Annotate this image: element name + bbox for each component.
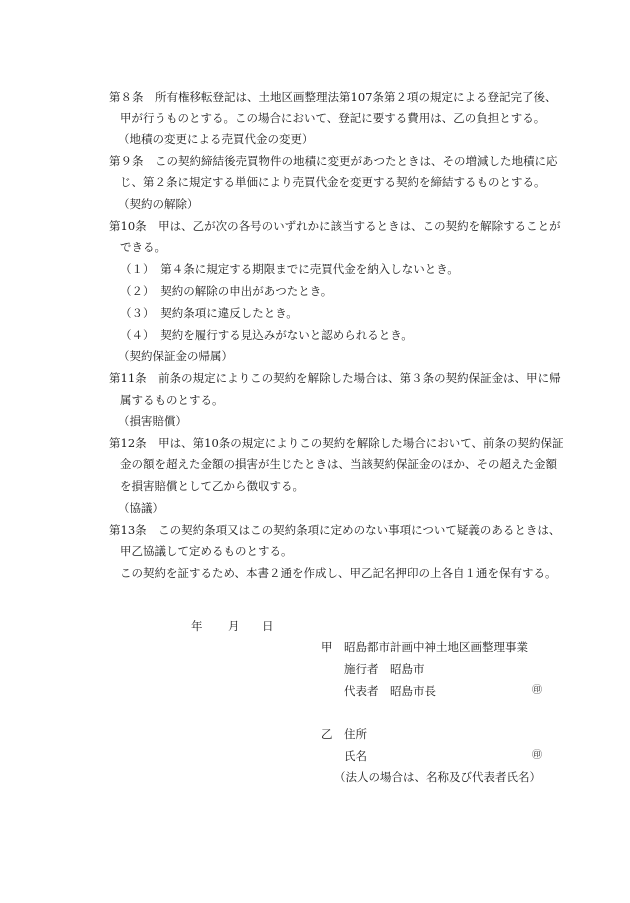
article-10-line-1: 第10条 甲は、乙が次の各号のいずれかに該当するときは、この契約を解除することが xyxy=(109,219,561,233)
article-11-line-1: 第11条 前条の規定によりこの契約を解除した場合は、第３条の契約保証金は、甲に帰 xyxy=(109,371,561,385)
article-9-line-2: じ、第２条に規定する単価により売買代金を変更する契約を締結するものとする。 xyxy=(120,175,546,189)
article-10-item-1: （１） 第４条に規定する期限までに売買代金を納入しないとき。 xyxy=(120,262,459,276)
article-9-heading: （地積の変更による売買代金の変更） xyxy=(118,132,314,146)
party-a-project: 昭島都市計画中神土地区画整理事業 xyxy=(344,640,528,654)
article-11-line-2: 属するものとする。 xyxy=(120,393,224,407)
party-a-seal-mark: ㊞ xyxy=(532,685,542,696)
party-a-label: 甲 xyxy=(321,640,333,654)
closing-statement: この契約を証するため、本書２通を作成し、甲乙記名押印の上各自１通を保有する。 xyxy=(120,566,557,580)
article-12-line-2: 金の額を超えた金額の損害が生じたときは、当該契約保証金のほか、その超えた金額 xyxy=(120,457,557,471)
party-b-label: 乙 xyxy=(321,727,333,741)
date-day: 日 xyxy=(262,619,274,633)
party-b-seal-mark: ㊞ xyxy=(532,750,542,761)
article-12-heading: （損害賠償） xyxy=(118,414,187,428)
party-b-name: 氏名 xyxy=(344,749,367,763)
party-b-address: 住所 xyxy=(344,727,367,741)
party-b-corporate-note: （法人の場合は、名称及び代表者氏名） xyxy=(334,770,541,784)
article-8-line-2: 甲が行うものとする。この場合において、登記に要する費用は、乙の負担とする。 xyxy=(120,111,546,125)
article-13-line-2: 甲乙協議して定めるものとする。 xyxy=(120,544,293,558)
date-year: 年 xyxy=(191,619,203,633)
article-13-heading: （協議） xyxy=(118,501,164,515)
article-12-line-3: を損害賠償として乙から徴収する。 xyxy=(120,479,304,493)
date-month: 月 xyxy=(228,619,240,633)
article-12-line-1: 第12条 甲は、第10条の規定によりこの契約を解除した場合において、前条の契約保証 xyxy=(109,436,564,450)
article-10-heading: （契約の解除） xyxy=(118,197,199,211)
article-13-line-1: 第13条 この契約条項又はこの契約条項に定めのない事項について疑義のあるときは、 xyxy=(109,523,561,537)
article-8-line-1: 第８条 所有権移転登記は、土地区画整理法第107条第２項の規定による登記完了後、 xyxy=(109,90,557,104)
article-10-line-2: できる。 xyxy=(120,240,166,254)
article-9-line-1: 第９条 この契約締結後売買物件の地積に変更があつたときは、その増減した地積に応 xyxy=(109,154,558,168)
article-10-item-4: （４） 契約を履行する見込みがないと認められるとき。 xyxy=(120,328,413,342)
party-a-executor: 施行者 昭島市 xyxy=(344,662,425,676)
article-10-item-3: （３） 契約条項に違反したとき。 xyxy=(120,306,298,320)
party-a-representative: 代表者 昭島市長 xyxy=(344,684,436,698)
article-10-item-2: （２） 契約の解除の申出があつたとき。 xyxy=(120,284,333,298)
article-11-heading: （契約保証金の帰属） xyxy=(118,349,233,363)
